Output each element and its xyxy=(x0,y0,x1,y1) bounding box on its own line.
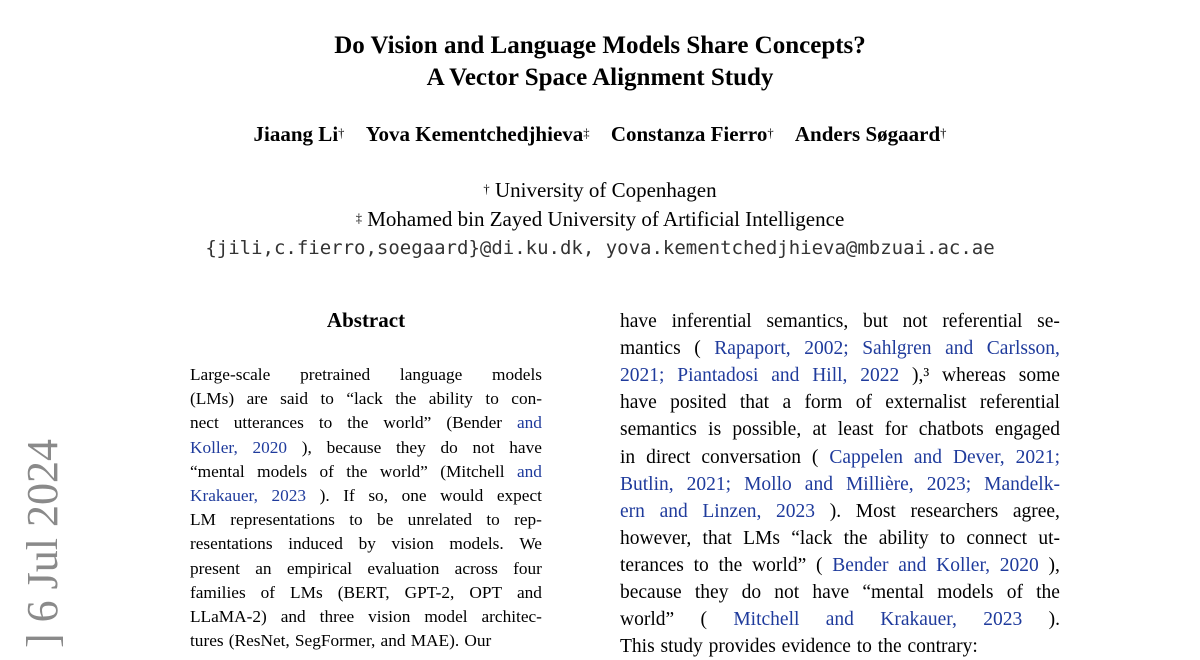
word: evaluation xyxy=(367,558,440,578)
word: in xyxy=(620,446,636,468)
word: for xyxy=(884,419,908,441)
text-line xyxy=(190,363,542,387)
citation-link[interactable]: 2023 xyxy=(983,609,1023,631)
word: MAE). xyxy=(410,631,460,651)
word: world” xyxy=(379,461,428,481)
citation-link[interactable]: Krakauer, xyxy=(880,609,957,631)
word: conversation xyxy=(701,446,802,468)
word: model xyxy=(424,607,468,626)
author: Anders Søgaard† xyxy=(794,122,947,146)
word: to xyxy=(318,413,333,433)
citation-link[interactable]: and xyxy=(517,461,542,481)
word: to xyxy=(485,389,499,409)
citation-link[interactable]: Linzen, xyxy=(702,500,762,522)
word: to xyxy=(693,554,709,576)
author: Yova Kementchedjhieva‡ xyxy=(365,122,590,146)
word: to xyxy=(486,510,500,530)
abstract-heading: Abstract xyxy=(326,308,406,332)
word: OPT xyxy=(469,582,503,602)
word: rep- xyxy=(514,510,542,530)
word: by xyxy=(358,534,376,554)
citation-link[interactable]: and xyxy=(517,413,542,433)
title-line-1: Do Vision and Language Models Share Concepts? xyxy=(334,32,866,59)
citation-link[interactable]: Piantadosi xyxy=(677,365,759,387)
word: whereas xyxy=(942,365,1006,387)
word: LMs xyxy=(743,527,780,549)
citation-link[interactable]: Bender xyxy=(832,554,889,576)
word: the xyxy=(1036,582,1060,603)
word: they xyxy=(395,437,426,457)
text-line xyxy=(620,525,1060,552)
citation-link[interactable]: and xyxy=(659,500,688,522)
word: world” xyxy=(620,609,675,631)
word: the xyxy=(843,527,868,549)
word: four xyxy=(513,558,542,578)
word: the xyxy=(718,554,743,576)
word: referential xyxy=(979,392,1060,414)
text-line xyxy=(620,416,1060,443)
citation-link[interactable]: and xyxy=(913,446,943,468)
word: evidence xyxy=(781,636,851,658)
word: language xyxy=(399,365,463,384)
word: (LMs) xyxy=(190,389,235,409)
word: models. xyxy=(449,534,504,554)
word: world” xyxy=(752,554,807,576)
word: empirical xyxy=(286,558,353,578)
word: that xyxy=(702,527,732,549)
citation-link[interactable]: Millière, xyxy=(845,473,914,495)
word: across xyxy=(454,558,498,578)
word: some xyxy=(1018,365,1060,387)
author: Constanza Fierro† xyxy=(610,122,774,146)
citation-link[interactable]: 2023; xyxy=(926,473,972,495)
word: “mental xyxy=(190,461,245,481)
citation-link[interactable]: 2020 xyxy=(999,554,1039,576)
word: the xyxy=(347,413,369,433)
word: provides xyxy=(708,636,776,658)
affiliation: ‡ Mohamed bin Zayed University of Artificial Intelligence xyxy=(355,207,845,231)
citation-link[interactable]: Sahlgren xyxy=(862,338,932,360)
word: to xyxy=(856,636,872,658)
citation-link[interactable]: Koller, xyxy=(190,437,238,457)
word: (Bender xyxy=(446,413,503,433)
author-list xyxy=(0,120,1200,148)
citation-link[interactable]: Mitchell xyxy=(733,609,800,631)
word: have xyxy=(620,392,657,414)
citation-link[interactable]: 2023 xyxy=(271,486,307,505)
citation-link[interactable]: Butlin, xyxy=(620,473,674,495)
word: connect xyxy=(966,527,1028,549)
citation-link[interactable]: and xyxy=(898,554,927,576)
text-line xyxy=(190,436,542,460)
citation-link[interactable]: 2021; xyxy=(686,473,732,495)
word: have xyxy=(509,437,542,457)
word: of xyxy=(855,392,872,414)
word: is xyxy=(708,419,722,441)
word: ( xyxy=(700,609,707,631)
citation-link[interactable]: and xyxy=(825,609,854,631)
word: however, xyxy=(620,527,692,549)
word: not xyxy=(472,437,495,457)
word: representations xyxy=(230,510,335,530)
word: to xyxy=(939,527,956,549)
text-line xyxy=(190,605,542,629)
text-line xyxy=(190,484,542,508)
word: se- xyxy=(1037,311,1060,332)
text-line xyxy=(620,335,1060,362)
word: “mental xyxy=(862,582,925,603)
citation-link[interactable]: Hill, xyxy=(812,365,848,387)
word: world” xyxy=(383,413,432,433)
word: vision xyxy=(368,607,411,626)
word: unrelated xyxy=(407,510,472,530)
citation-link[interactable]: Krakauer, xyxy=(190,486,258,505)
word: form xyxy=(804,392,843,414)
word: not xyxy=(774,582,800,603)
word: ( xyxy=(694,338,701,360)
citation-link[interactable]: Mollo xyxy=(744,473,792,495)
word: the xyxy=(877,636,902,658)
word: ). xyxy=(1048,609,1060,631)
citation-link[interactable]: Dever, xyxy=(952,446,1005,468)
citation-link[interactable]: 2021; xyxy=(620,365,665,387)
word: con- xyxy=(511,389,542,409)
word: engaged xyxy=(995,419,1060,441)
citation-link[interactable]: 2002; xyxy=(804,338,849,360)
word: SegFormer, xyxy=(294,631,376,651)
text-line xyxy=(620,444,1060,471)
word: Most xyxy=(855,500,896,522)
word: LM xyxy=(190,510,216,530)
text-line xyxy=(190,411,542,435)
citation-link[interactable]: and xyxy=(945,338,974,360)
citation-link[interactable]: Carlsson, xyxy=(986,338,1060,360)
word: be xyxy=(377,510,394,530)
word: at xyxy=(812,419,827,441)
word: ( xyxy=(811,446,819,468)
word: one xyxy=(401,486,427,505)
citation-link[interactable]: 2020 xyxy=(252,437,288,457)
citation-link[interactable]: Mandelk- xyxy=(984,473,1060,495)
word: nect xyxy=(190,413,219,433)
word: ). xyxy=(319,486,330,505)
word: an xyxy=(255,558,272,578)
word: ability xyxy=(878,527,929,549)
citation-link[interactable]: Cappelen xyxy=(829,446,903,468)
word: so, xyxy=(368,486,389,505)
word: (BERT, xyxy=(337,582,390,602)
word: families xyxy=(190,582,246,602)
word: have xyxy=(812,582,850,603)
word: ), xyxy=(301,437,312,457)
word: inferential xyxy=(671,311,752,332)
word: that xyxy=(739,392,770,414)
word: researchers xyxy=(910,500,999,522)
citation-link[interactable]: 2023 xyxy=(776,500,816,522)
word: “lack xyxy=(791,527,833,549)
word: do xyxy=(741,582,762,603)
word: have xyxy=(620,311,657,332)
word: (ResNet, xyxy=(228,631,290,651)
word: contrary: xyxy=(907,636,978,658)
word: the xyxy=(395,389,417,409)
word: LLaMA-2) xyxy=(190,607,267,626)
word: If xyxy=(343,486,355,505)
word: ), xyxy=(1048,554,1060,576)
word: referential xyxy=(942,311,1023,332)
text-line xyxy=(190,387,542,411)
word: posited xyxy=(670,392,727,414)
word: tures xyxy=(190,631,224,651)
word: they xyxy=(694,582,729,603)
word: possible, xyxy=(732,419,802,441)
word: externalist xyxy=(885,392,967,414)
word: agree, xyxy=(1012,500,1060,522)
word: chatbots xyxy=(918,419,984,441)
word: to xyxy=(320,389,334,409)
word: least xyxy=(837,419,874,441)
word: because xyxy=(620,582,682,603)
word: are xyxy=(246,389,268,409)
text-line xyxy=(190,508,542,532)
word: Large-scale xyxy=(190,365,271,384)
word: models xyxy=(257,461,308,481)
word: the xyxy=(346,461,368,481)
citation-link[interactable]: Rapaport, xyxy=(714,338,791,360)
word: and xyxy=(280,607,306,626)
paper-title xyxy=(0,30,1200,94)
word: and xyxy=(380,631,406,651)
word: This xyxy=(620,636,655,658)
author-emails[interactable]: {jili,c.fierro,soegaard}@di.ku.dk, yova.kementchedjhieva@mbzuai.ac.ae xyxy=(205,237,995,259)
text-line xyxy=(620,498,1060,525)
word: of xyxy=(1006,582,1023,603)
text-line xyxy=(620,389,1060,416)
word: (Mitchell xyxy=(440,461,505,481)
word: of xyxy=(260,582,276,602)
word: expect xyxy=(496,486,542,505)
text-line xyxy=(620,633,1060,660)
text-line xyxy=(190,532,542,556)
citation-link[interactable]: and xyxy=(804,473,833,495)
word: We xyxy=(519,534,542,554)
word: and xyxy=(517,582,542,602)
word: Our xyxy=(464,631,492,651)
citation-link[interactable]: 2021; xyxy=(1015,446,1060,468)
word: do xyxy=(440,437,458,457)
word: LMs xyxy=(290,582,323,602)
word: terances xyxy=(620,554,684,576)
word: pretrained xyxy=(300,365,371,384)
word: mantics xyxy=(620,338,681,360)
word: said xyxy=(280,389,308,409)
citation-link[interactable]: and xyxy=(771,365,800,387)
word: ut- xyxy=(1038,527,1060,549)
word: to xyxy=(349,510,363,530)
arxiv-stamp: ] 6 Jul 2024 xyxy=(18,439,67,648)
affiliation: † University of Copenhagen xyxy=(483,178,717,202)
word: ). xyxy=(829,500,842,522)
title-line-2: A Vector Space Alignment Study xyxy=(426,64,774,91)
word: models xyxy=(937,582,994,603)
word: would xyxy=(440,486,484,505)
text-line xyxy=(620,579,1060,606)
word: “lack xyxy=(346,389,383,409)
citation-link[interactable]: ern xyxy=(620,500,645,522)
author: Jiaang Li† xyxy=(253,122,345,146)
word: study xyxy=(660,636,703,658)
word: a xyxy=(782,392,792,414)
word: models xyxy=(492,365,542,384)
text-line xyxy=(620,308,1060,335)
text-line xyxy=(190,629,542,653)
citation-link[interactable]: Koller, xyxy=(936,554,991,576)
word: ),³ xyxy=(912,365,930,387)
word: of xyxy=(319,461,334,481)
text-line xyxy=(190,557,542,581)
word: GPT-2, xyxy=(404,582,455,602)
word: ability xyxy=(428,389,473,409)
word: induced xyxy=(288,534,343,554)
word: utterances xyxy=(233,413,304,433)
text-line xyxy=(620,362,1060,389)
citation-link[interactable]: 2022 xyxy=(860,365,900,387)
word: ( xyxy=(815,554,823,576)
word: semantics xyxy=(620,419,697,441)
word: resentations xyxy=(190,534,273,554)
word: not xyxy=(902,311,928,332)
text-line xyxy=(620,606,1060,633)
word: semantics, xyxy=(766,311,849,332)
text-line xyxy=(620,552,1060,579)
word: but xyxy=(862,311,888,332)
word: present xyxy=(190,558,240,578)
text-line xyxy=(190,460,542,484)
text-line xyxy=(190,581,542,605)
word: direct xyxy=(646,446,691,468)
word: vision xyxy=(391,534,434,554)
text-line xyxy=(620,471,1060,498)
word: three xyxy=(319,607,355,626)
word: because xyxy=(326,437,382,457)
word: architec- xyxy=(481,607,542,626)
